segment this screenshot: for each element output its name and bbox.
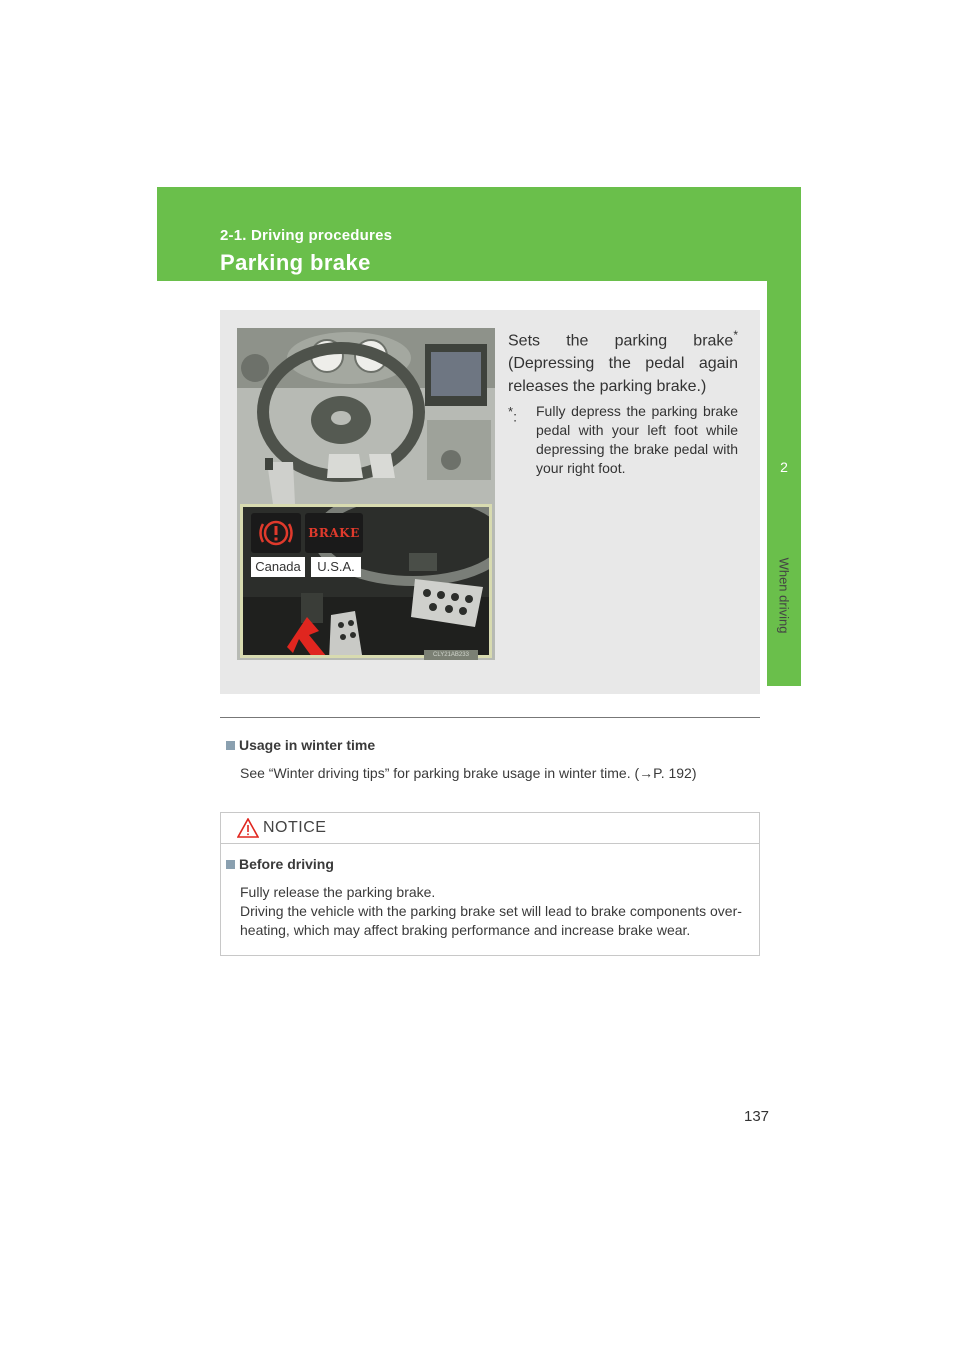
inset-photo bbox=[240, 504, 492, 658]
notice-text bbox=[240, 883, 750, 940]
usage-heading-text: Usage in winter time bbox=[239, 737, 376, 753]
brake-lamp-text: BRAKE bbox=[308, 526, 360, 540]
usage-heading bbox=[226, 737, 375, 753]
brake-warning-icon bbox=[251, 513, 301, 553]
notice-box bbox=[220, 812, 760, 956]
chapter-number: 2 bbox=[780, 459, 788, 475]
warning-triangle-icon bbox=[237, 818, 259, 838]
notice-line-1: Fully release the parking brake. bbox=[240, 884, 436, 900]
footnote-asterisk: * bbox=[508, 404, 514, 419]
cockpit-photo bbox=[237, 328, 495, 660]
notice-label: NOTICE bbox=[263, 819, 327, 836]
page-title: Parking brake bbox=[220, 250, 371, 275]
usage-body: See “Winter driving tips” for parking brake usage in winter time. (→P. 192) bbox=[240, 765, 697, 781]
pedal-description bbox=[508, 324, 738, 398]
chapter-label-wrap bbox=[767, 540, 801, 650]
illustration-panel bbox=[220, 310, 760, 694]
notice-line-2: Driving the vehicle with the parking brake set will lead to brake components over-heating, which may affect braking performance and increase brake wear. bbox=[240, 903, 742, 938]
lamp-caption-usa: U.S.A. bbox=[311, 557, 361, 577]
chapter-label: When driving bbox=[776, 557, 792, 633]
square-bullet-icon bbox=[226, 741, 235, 750]
page-number: 137 bbox=[744, 1108, 770, 1125]
footnote-text: Fully depress the parking brake pedal with your left foot while depressing the brake pedal with your right foot. bbox=[536, 403, 738, 476]
notice-subheading-text: Before driving bbox=[239, 856, 334, 872]
description-text-2: (Depressing the pedal again releases the parking brake.) bbox=[508, 355, 738, 396]
section-label: 2-1. Driving procedures bbox=[220, 227, 393, 244]
asterisk-mark: * bbox=[733, 328, 738, 342]
brake-text-lamp bbox=[305, 513, 363, 553]
header-band bbox=[157, 187, 801, 281]
notice-header bbox=[221, 813, 759, 844]
footnote bbox=[508, 402, 738, 478]
footnote-mark: *: bbox=[508, 404, 517, 425]
square-bullet-icon bbox=[226, 860, 235, 869]
figure-code: CLY21AB233 bbox=[424, 650, 478, 660]
lamp-caption-canada: Canada bbox=[251, 557, 305, 577]
notice-subheading bbox=[226, 856, 334, 872]
section-divider bbox=[220, 717, 760, 718]
description-text: Sets the parking brake bbox=[508, 332, 734, 350]
